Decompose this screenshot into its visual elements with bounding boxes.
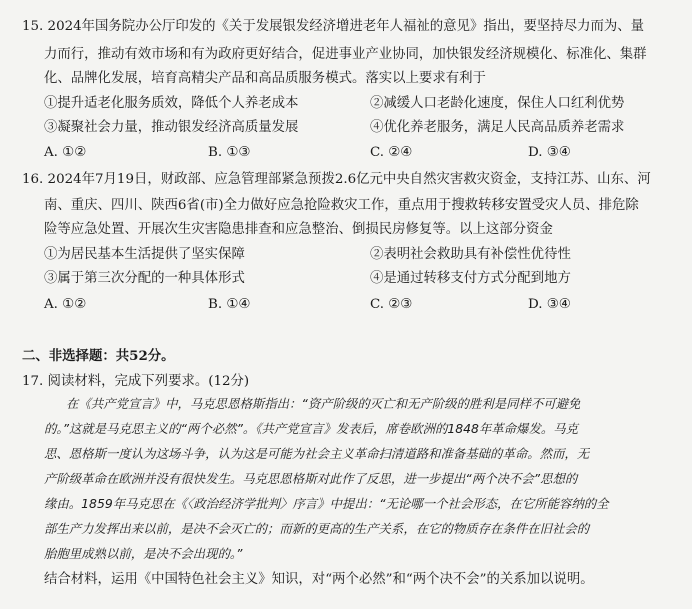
q17-material-line: 胎胞里成熟以前，是决不会出现的。” [44,546,243,561]
q17-material-line: 产阶级革命在欧洲并没有很快发生。马克思恩格斯对此作了反思，进一步提出“两个决不会”思想的 [44,471,578,486]
q16-statement-4: ④是通过转移支付方式分配到地方 [370,271,571,286]
q15-stem-line: 15. 2024年国务院办公厅印发的《关于发展银发经济增进老年人福祉的意见》指出，要坚持尽力而为、量 [22,19,645,34]
section-heading: 二、非选择题：共52分。 [22,348,175,364]
q16-statement-3: ③属于第三次分配的一种具体形式 [44,271,245,286]
q15-stem-line: 化、品牌化发展，培育高精尖产品和高品质服务模式。落实以上要求有利于 [44,71,486,86]
q16-stem-line: 南、重庆、四川、陕西6省(市)全力做好应急抢险救灾工作，重点用于搜救转移安置受灾人员、排危除 [44,198,639,213]
q15-choice-c[interactable]: C. ②④ [370,145,413,160]
q17-material-line: 思、恩格斯一度认为这场斗争，认为这是可能为社会主义革命扫清道路和准备基础的革命。然而，无 [44,446,590,461]
q17-title: 17. 阅读材料，完成下列要求。(12分) [22,374,250,389]
q17-material-line: 的。”这就是马克思主义的“两个必然”。《共产党宣言》发表后，席卷欧洲的1848年革命爆发。马克 [44,421,579,436]
q15-stem-line: 力而行，推动有效市场和有为政府更好结合，促进事业产业协同，加快银发经济规模化、标准化、集群 [44,47,647,62]
q16-statement-2: ②表明社会救助具有补偿性优待性 [370,247,571,262]
q16-statement-1: ①为居民基本生活提供了坚实保障 [44,247,245,262]
q17-material-line: 在《共产党宣言》中，马克思恩格斯指出：“资产阶级的灭亡和无产阶级的胜利是同样不可避免 [66,396,581,411]
q15-statement-3: ③凝聚社会力量，推动银发经济高质量发展 [44,120,299,135]
q16-stem-line: 16. 2024年7月19日，财政部、应急管理部紧急预拨2.6亿元中央自然灾害救灾资金，支持江苏、山东、河 [22,172,651,187]
q16-choice-c[interactable]: C. ②③ [370,297,413,312]
q16-choice-a[interactable]: A. ①② [44,297,87,312]
q15-statement-4: ④优化养老服务，满足人民高品质养老需求 [370,120,625,135]
q16-choice-d[interactable]: D. ③④ [528,297,571,312]
q16-choice-b[interactable]: B. ①④ [208,297,251,312]
q15-statement-1: ①提升适老化服务质效，降低个人养老成本 [44,96,299,111]
q17-material-line: 缘由。1859年马克思在《〈政治经济学批判〉序言》中提出：“无论哪一个社会形态，在它所能容纳的全 [44,496,609,511]
q17-prompt: 结合材料，运用《中国特色社会主义》知识，对“两个必然”和“两个决不会”的关系加以说明。 [44,572,594,587]
q15-statement-2: ②减缓人口老龄化速度，保住人口红利优势 [370,96,625,111]
q16-stem-line: 险等应急处置、开展次生灾害隐患排查和应急整治、倒损民房修复等。以上这部分资金 [44,222,553,237]
q15-choice-b[interactable]: B. ①③ [208,145,251,160]
q15-choice-a[interactable]: A. ①② [44,145,87,160]
q17-material-line: 部生产力发挥出来以前，是决不会灭亡的；而新的更高的生产关系，在它的物质存在条件在旧社会的 [44,521,590,536]
q15-choice-d[interactable]: D. ③④ [528,145,571,160]
